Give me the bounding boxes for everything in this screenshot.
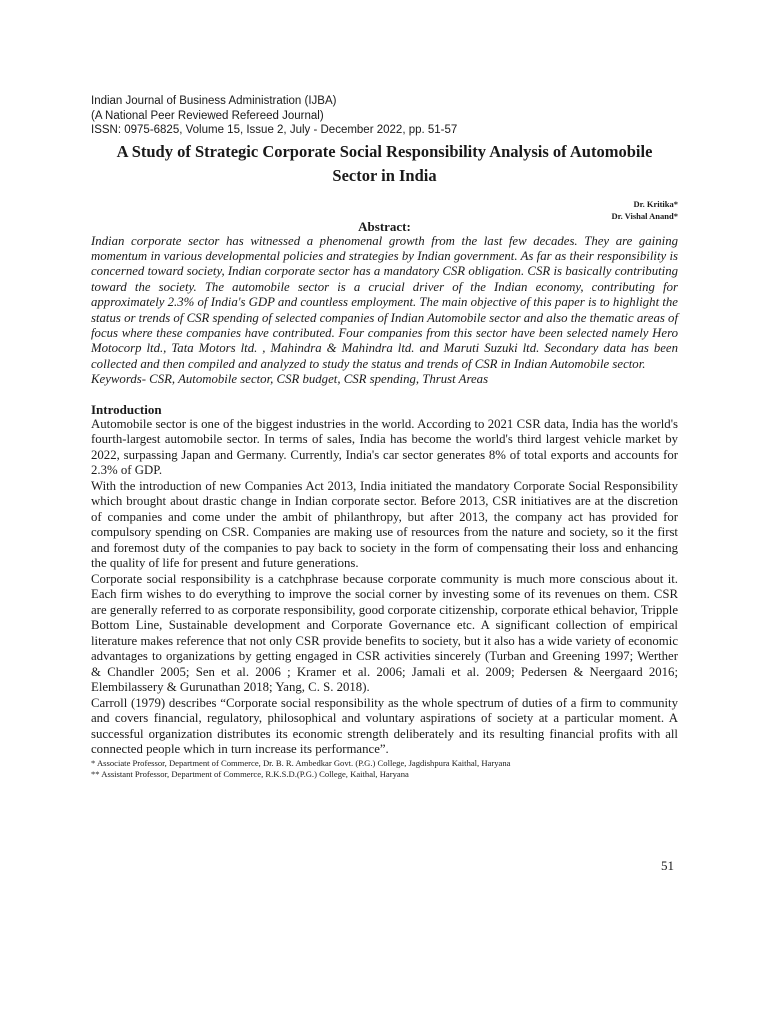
paper-title-line1: A Study of Strategic Corporate Social Responsibility Analysis of Automobile xyxy=(116,141,653,161)
introduction-heading: Introduction xyxy=(91,401,162,417)
authors xyxy=(91,198,678,222)
journal-type: (A National Peer Reviewed Refereed Journal) xyxy=(91,109,324,122)
abstract-text: Indian corporate sector has witnessed a phenomenal growth from the last few decades. They are gaining momentum in various developmental policies and strategies by Indian government. As far as their responsibility is concerned toward society, Indian corporate sector has a mandatory CSR obligation. CSR is basically contributing toward the society. The automobile sector is a crucial driver of the Indian economy, contributing for approximately 2.3% of India's GDP and countless employment. The main objective of this paper is to highlight the status or trends of CSR spending of selected companies of Indian Automobile sector and also the thematic areas of focus where these companies have contributed. Four companies from this sector have been selected namely Hero Motocorp ltd., Tata Motors ltd. , Mahindra & Mahindra ltd. and Maruti Suzuki ltd. Secondary data has been collected and then compiled and analyzed to study the status and trends of CSR in Indian Automobile sector. xyxy=(91,233,678,371)
intro-paragraph-1: Automobile sector is one of the biggest industries in the world. According to 2021 CSR data, India has the world's fourth-largest automobile sector. In terms of sales, India has become the world's third largest vehicle market by 2022, surpassing Japan and Germany. Currently, India's car sector generates 8% of total exports and accounts for 2.3% of GDP. xyxy=(91,416,678,478)
author-1: Dr. Kritika* xyxy=(633,198,678,209)
paper-page xyxy=(91,94,678,781)
paper-title-line2: Sector in India xyxy=(332,165,437,185)
intro-paragraph-2: With the introduction of new Companies Act 2013, India initiated the mandatory Corporate Social Responsibility which brought about drastic change in Indian corporate sector. Before 2013, CSR initiatives are at the discretion of companies and come under the ambit of philanthropy, but after 2013, the company act has provided for compulsory spending on CSR. Companies are making use of resources from the nature and society, so it the first and foremost duty of the companies to pay back to society in the form of compensating their loss and enhancing the quality of life for present and future generations. xyxy=(91,478,678,571)
journal-name: Indian Journal of Business Administration (IJBA) xyxy=(91,95,337,107)
author-2: Dr. Vishal Anand* xyxy=(611,210,678,221)
intro-paragraph-3: Corporate social responsibility is a catchphrase because corporate community is much more conscious about it. Each firm wishes to do everything to improve the social corner by investing some of its revenues on them. CSR are generally referred to as corporate responsibility, good corporate citizenship, corporate ethical behavior, Tripple Bottom Line, Sustainable development and Corporate Governance etc. A significant collection of empirical literature makes reference that not only CSR provide benefits to society, but it also has a wide variety of economic advantages to organizations by getting engaged in CSR activities sincerely (Turban and Greening 1997; Werther & Chandler 2005; Sen et al. 2006 ; Kramer et al. 2006; Jamali et al. 2009; Pedersen & Neergaard 2016; Elembilassery & Gurunathan 2018; Yang, C. S. 2018). xyxy=(91,571,678,695)
footnote-1: * Associate Professor, Department of Commerce, Dr. B. R. Ambedkar Govt. (P.G.) College, Jagdishpura Kaithal, Haryana xyxy=(91,757,511,768)
paper-title xyxy=(91,140,678,188)
abstract-heading: Abstract: xyxy=(358,218,411,234)
intro-paragraph-4: Carroll (1979) describes “Corporate social responsibility as the whole spectrum of duties of a firm to community and covers financial, regulatory, philosophical and voluntary aspirations of society at a particular moment. A successful organization distributes its economic strength deliberately and its resulting financial profits with all connected people which in turn increase its performance”. xyxy=(91,695,678,757)
page-number: 51 xyxy=(661,858,674,873)
keywords: Keywords- CSR, Automobile sector, CSR budget, CSR spending, Thrust Areas xyxy=(91,372,489,387)
footnote-2: ** Assistant Professor, Department of Commerce, R.K.S.D.(P.G.) College, Kaithal, Haryana xyxy=(91,769,409,780)
issn-line: ISSN: 0975-6825, Volume 15, Issue 2, July - December 2022, pp. 51-57 xyxy=(91,124,458,136)
